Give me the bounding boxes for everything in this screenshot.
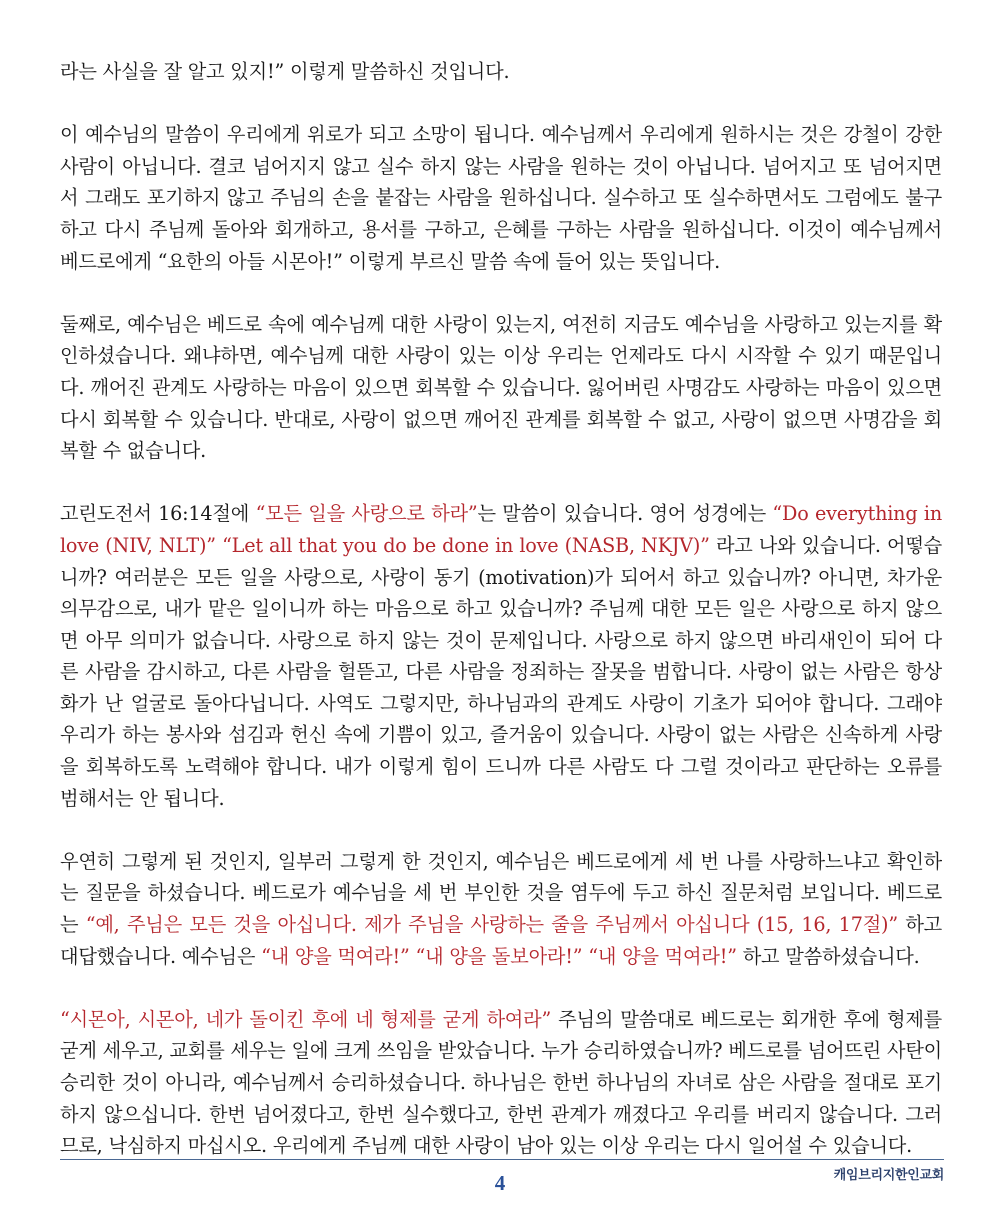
paragraph-4 (60, 498, 942, 814)
paragraph-text: 는 말씀이 있습니다. 영어 성경에는 (477, 502, 773, 526)
paragraph-text: 라고 나와 있습니다. 어떻습니까? 여러분은 모든 일을 사랑으로, 사랑이 동기 (motivation)가 되어서 하고 있습니까? 아니면, 차가운 의무감으로, 내가 맡은 일이니까 하는 마음으로 하고 있습니까? 주님께 대한 모든 일은 사랑으로 하지 않으면 아무 의미가 없습니다. 사랑으로 하지 않는 것이 문제입니다. 사랑으로 하지 않으면 바리새인이 되어 다른 사람을 감시하고, 다른 사람을 헐뜯고, 다른 사람을 정죄하는 잘못을 범합니다. 사랑이 없는 사람은 항상 화가 난 얼굴로 돌아다닙니다. 사역도 그렇지만, 하나님과의 관계도 사랑이 기초가 되어야 합니다. 그래야 우리가 하는 봉사와 섬김과 헌신 속에 기쁨이 있고, 즐거움이 있습니다. 사랑이 없는 사람은 신속하게 사랑을 회복하도록 노력해야 합니다. 내가 이렇게 힘이 드니까 다른 사람도 다 그럴 것이라고 판단하는 오류를 범해서는 안 됩니다. (60, 533, 942, 810)
paragraph-3 (60, 309, 942, 467)
scripture-quote-korean: “모든 일을 사랑으로 하라” (255, 502, 478, 526)
sermon-body (60, 56, 942, 1193)
paragraph-text: 이 예수님의 말씀이 우리에게 위로가 되고 소망이 됩니다. 예수님께서 우리에게 원하시는 것은 강철이 강한 사람이 아닙니다. 결코 넘어지지 않고 실수 하지 않는 사람을 원하는 것이 아닙니다. 넘어지고 또 넘어지면서 그래도 포기하지 않고 주님의 손을 붙잡는 사람을 원하십니다. 실수하고 또 실수하면서도 그럼에도 불구하고 다시 주님께 돌아와 회개하고, 용서를 구하고, 은혜를 구하는 사람을 원하십니다. 이것이 예수님께서 베드로에게 “요한의 아들 시몬아!” 이렇게 부르신 말씀 속에 들어 있는 뜻입니다. (60, 123, 942, 273)
footer-divider (60, 1159, 944, 1160)
paragraph-text: 주님의 말씀대로 베드로는 회개한 후에 형제를 굳게 세우고, 교회를 세우는 일에 크게 쓰임을 받았습니다. 누가 승리하였습니까? 베드로를 넘어뜨린 사탄이 승리한 것이 아니라, 예수님께서 승리하셨습니다. 하나님은 한번 하나님의 자녀로 삼은 사람을 절대로 포기하지 않으십니다. 한번 넘어졌다고, 한번 실수했다고, 한번 관계가 깨졌다고 우리를 버리지 않습니다. 그러므로, 낙심하지 마십시오. 우리에게 주님께 대한 사랑이 남아 있는 이상 우리는 다시 일어설 수 있습니다. (60, 1007, 942, 1158)
page-number: 4 (494, 1171, 506, 1195)
paragraph-text: 우연히 그렇게 된 것인지, 일부러 그렇게 한 것인지, 예수님은 베드로에게 세 번 나를 사랑하느냐고 확인하는 질문을 하셨습니다. 베드로가 예수님을 세 번 부인한 것을 염두에 두고 하신 질문처럼 보입니다. 베드로는 (60, 849, 942, 937)
scripture-quote-english: “Do everything in love (NIV, NLT)” “Let all that you do be done in love (NASB, NKJV)” (60, 502, 942, 557)
paragraph-5 (60, 846, 942, 972)
paragraph-text: 라는 사실을 잘 알고 있지!” 이렇게 말씀하신 것입니다. (60, 60, 510, 83)
paragraph-1 (60, 56, 942, 88)
paragraph-text: 고린도전서 16:14절에 (60, 502, 256, 526)
scripture-quote-peter-answer: “예, 주님은 모든 것을 아십니다. 제가 주님을 사랑하는 줄을 주님께서 아십니다 (15, 16, 17절)” (85, 913, 898, 937)
scripture-quote-simon: “시몬아, 시몬아, 네가 돌이킨 후에 네 형제를 굳게 하여라” (60, 1007, 552, 1031)
church-name: 캐임브리지한인교회 (833, 1168, 944, 1183)
paragraph-6 (60, 1004, 942, 1162)
paragraph-text: 둘째로, 예수님은 베드로 속에 예수님께 대한 사랑이 있는지, 여전히 지금도 예수님을 사랑하고 있는지를 확인하셨습니다. 왜냐하면, 예수님께 대한 사랑이 있는 이상 우리는 언제라도 다시 시작할 수 있기 때문입니다. 깨어진 관계도 사랑하는 마음이 있으면 회복할 수 있습니다. 잃어버린 사명감도 사랑하는 마음이 있으면 다시 회복할 수 있습니다. 반대로, 사랑이 없으면 깨어진 관계를 회복할 수 없고, 사랑이 없으면 사명감을 회복할 수 없습니다. (60, 312, 942, 463)
paragraph-text: 하고 대답했습니다. 예수님은 (60, 913, 942, 968)
scripture-quote-feed-sheep: “내 양을 먹여라!” “내 양을 돌보아라!” “내 양을 먹여라!” (261, 944, 737, 968)
paragraph-text: 하고 말씀하셨습니다. (736, 944, 920, 968)
paragraph-2 (60, 119, 942, 277)
